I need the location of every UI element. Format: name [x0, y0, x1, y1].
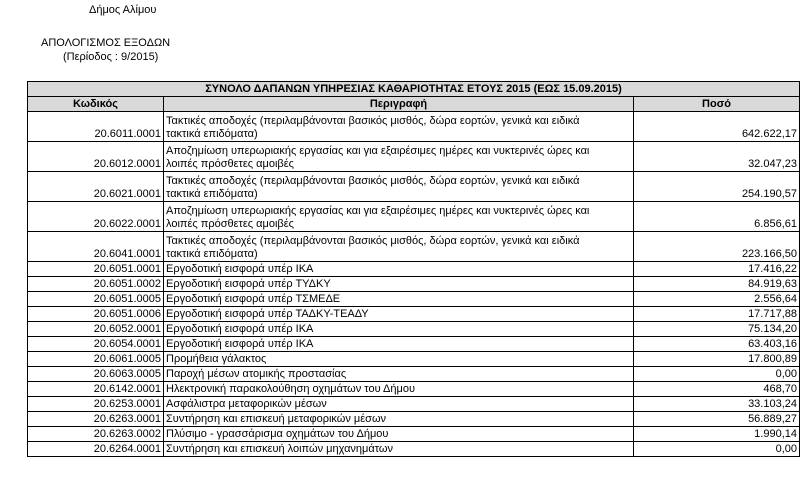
row-amount: 63.403,16 [634, 337, 800, 352]
table-row [28, 292, 800, 307]
row-description: Συντήρηση και επισκευή λοιπών μηχανημάτων [164, 442, 634, 457]
row-amount: 17.717,88 [634, 307, 800, 322]
column-header-amount: Ποσό [634, 97, 800, 112]
row-code: 20.6142.0001 [28, 382, 164, 397]
row-amount: 56.889,27 [634, 412, 800, 427]
row-amount: 0,00 [634, 442, 800, 457]
row-description: Εργοδοτική εισφορά υπέρ ΤΥΔΚΥ [164, 277, 634, 292]
row-amount: 0,00 [634, 367, 800, 382]
table-row [28, 277, 800, 292]
row-description-line: Αποζημίωση υπερωριακής εργασίας και για εξαιρέσιμες ημέρες και νυκτερινές ώρες και [166, 145, 590, 157]
table-row [28, 442, 800, 457]
row-amount: 17.800,89 [634, 352, 800, 367]
row-code: 20.6051.0006 [28, 307, 164, 322]
row-code: 20.6264.0001 [28, 442, 164, 457]
row-description-line: τακτικά επιδόματα) [166, 128, 258, 140]
row-code: 20.6263.0001 [28, 412, 164, 427]
report-period: (Περίοδος : 9/2015) [63, 51, 159, 63]
row-code: 20.6051.0005 [28, 292, 164, 307]
table-row [28, 412, 800, 427]
row-code: 20.6054.0001 [28, 337, 164, 352]
row-amount: 75.134,20 [634, 322, 800, 337]
row-description-line: Τακτικές αποδοχές (περιλαμβάνονται βασικός μισθός, δώρα εορτών, γενικά και ειδικά [166, 235, 580, 247]
table-row [28, 307, 800, 322]
table-row [28, 427, 800, 442]
row-amount: 223.166,50 [634, 232, 800, 262]
row-description-line: λοιπές πρόσθετες αμοιβές [166, 158, 294, 170]
row-code: 20.6011.0001 [28, 112, 164, 142]
row-amount: 6.856,61 [634, 202, 800, 232]
row-amount: 84.919,63 [634, 277, 800, 292]
row-description-line: Τακτικές αποδοχές (περιλαμβάνονται βασικός μισθός, δώρα εορτών, γενικά και ειδικά [166, 115, 580, 127]
report-title: ΑΠΟΛΟΓΙΣΜΟΣ ΕΞΟΔΩΝ [41, 37, 171, 49]
row-description-line: Τακτικές αποδοχές (περιλαμβάνονται βασικός μισθός, δώρα εορτών, γενικά και ειδικά [166, 175, 580, 187]
table-row [28, 322, 800, 337]
row-description [164, 112, 634, 142]
row-amount: 33.103,24 [634, 397, 800, 412]
table-row [28, 397, 800, 412]
row-code: 20.6253.0001 [28, 397, 164, 412]
table-row [28, 232, 800, 262]
row-amount: 642.622,17 [634, 112, 800, 142]
row-code: 20.6021.0001 [28, 172, 164, 202]
row-description [164, 172, 634, 202]
row-amount: 17.416,22 [634, 262, 800, 277]
row-amount: 468,70 [634, 382, 800, 397]
row-description-line: τακτικά επιδόματα) [166, 188, 258, 200]
row-code: 20.6022.0001 [28, 202, 164, 232]
row-code: 20.6051.0001 [28, 262, 164, 277]
row-description: Εργοδοτική εισφορά υπέρ ΙΚΑ [164, 322, 634, 337]
row-description-line: Αποζημίωση υπερωριακής εργασίας και για εξαιρέσιμες ημέρες και νυκτερινές ώρες και [166, 205, 590, 217]
row-description: Εργοδοτική εισφορά υπέρ ΙΚΑ [164, 262, 634, 277]
table-body [28, 112, 800, 457]
row-description: Προμήθεια γάλακτος [164, 352, 634, 367]
table-row [28, 172, 800, 202]
row-description: Πλύσιμο - γρασσάρισμα οχημάτων του Δήμου [164, 427, 634, 442]
row-code: 20.6041.0001 [28, 232, 164, 262]
row-description [164, 202, 634, 232]
row-description: Εργοδοτική εισφορά υπέρ ΤΑΔΚΥ-ΤΕΑΔΥ [164, 307, 634, 322]
table-row [28, 337, 800, 352]
row-code: 20.6263.0002 [28, 427, 164, 442]
table-row [28, 142, 800, 172]
row-description: Εργοδοτική εισφορά υπέρ ΤΣΜΕΔΕ [164, 292, 634, 307]
row-description [164, 232, 634, 262]
row-description-line: τακτικά επιδόματα) [166, 248, 258, 260]
row-description: Παροχή μέσων ατομικής προστασίας [164, 367, 634, 382]
row-description: Εργοδοτική εισφορά υπέρ ΙΚΑ [164, 337, 634, 352]
row-code: 20.6051.0002 [28, 277, 164, 292]
row-description: Ηλεκτρονική παρακολούθηση οχημάτων του Δήμου [164, 382, 634, 397]
row-amount: 1.990,14 [634, 427, 800, 442]
row-amount: 32.047,23 [634, 142, 800, 172]
row-description [164, 142, 634, 172]
row-code: 20.6052.0001 [28, 322, 164, 337]
municipality-name: Δήμος Αλίμου [89, 4, 157, 16]
column-header-description: Περιγραφή [164, 97, 634, 112]
row-amount: 2.556,64 [634, 292, 800, 307]
table-row [28, 352, 800, 367]
row-code: 20.6012.0001 [28, 142, 164, 172]
table-row [28, 112, 800, 142]
row-code: 20.6063.0005 [28, 367, 164, 382]
row-description-line: λοιπές πρόσθετες αμοιβές [166, 218, 294, 230]
row-description: Ασφάλιστρα μεταφορικών μέσων [164, 397, 634, 412]
column-header-code: Κωδικός [28, 97, 164, 112]
row-amount: 254.190,57 [634, 172, 800, 202]
table-banner: ΣΥΝΟΛΟ ΔΑΠΑΝΩΝ ΥΠΗΡΕΣΙΑΣ ΚΑΘΑΡΙΟΤΗΤΑΣ ΕΤΟΥΣ 2015 (ΕΩΣ 15.09.2015) [28, 82, 800, 97]
row-description: Συντήρηση και επισκευή μεταφορικών μέσων [164, 412, 634, 427]
table-row [28, 202, 800, 232]
table-row [28, 367, 800, 382]
table-row [28, 262, 800, 277]
table-row [28, 382, 800, 397]
row-code: 20.6061.0005 [28, 352, 164, 367]
expenses-table [27, 81, 800, 457]
